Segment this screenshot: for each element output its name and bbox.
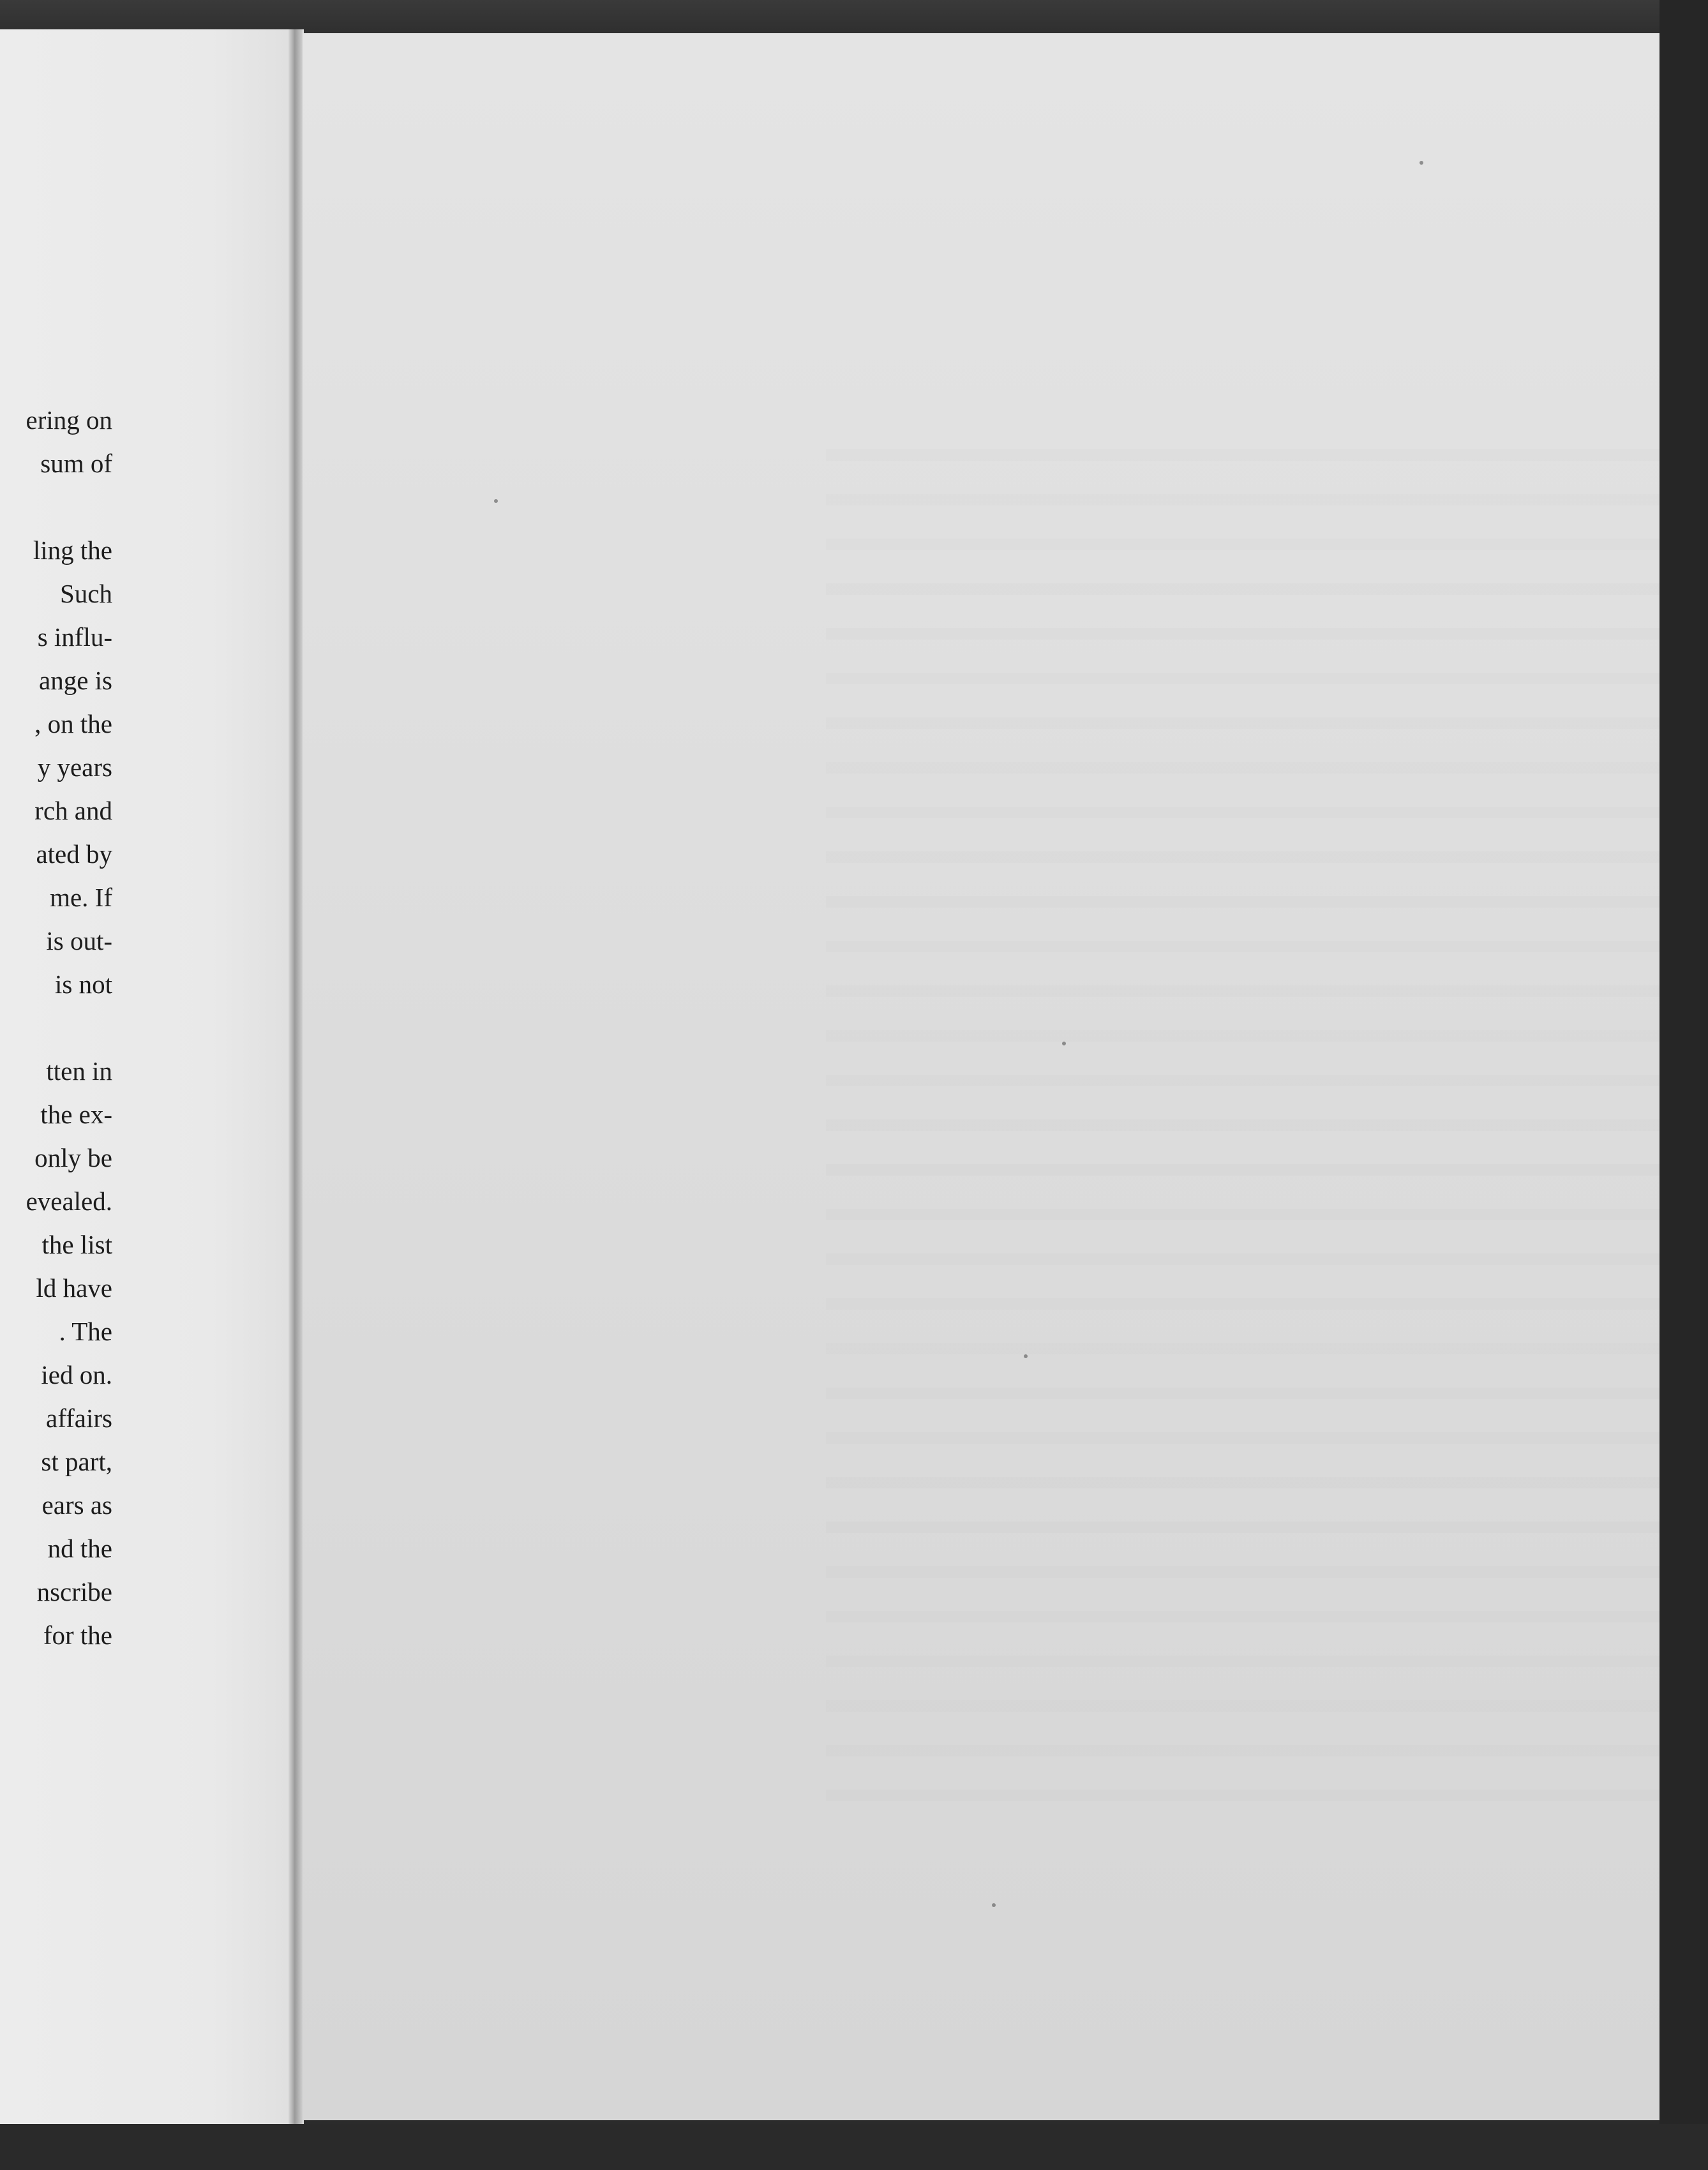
text-line: sum of — [40, 449, 112, 478]
dust-speck — [494, 499, 498, 503]
text-line: only be — [34, 1143, 112, 1172]
text-line: for the — [43, 1620, 112, 1650]
text-line: the list — [41, 1230, 112, 1259]
text-line: , on the — [34, 709, 112, 738]
text-line: Such — [60, 579, 112, 608]
text-line: the ex- — [40, 1100, 112, 1129]
left-page — [0, 29, 304, 2125]
text-line: tten in — [46, 1056, 112, 1086]
text-line: y years — [37, 752, 112, 782]
text-line: . The — [59, 1317, 112, 1346]
film-border-right — [1659, 0, 1708, 2170]
film-border-top — [0, 0, 1708, 33]
text-line: rch and — [34, 796, 112, 825]
dust-speck — [992, 1903, 996, 1907]
text-line: is out- — [46, 926, 112, 955]
text-line: affairs — [46, 1403, 112, 1433]
text-line: ied on. — [41, 1360, 112, 1389]
text-line: st part, — [41, 1447, 112, 1476]
left-page-text — [0, 398, 112, 1657]
text-line: ering on — [26, 405, 112, 435]
text-line: s influ- — [37, 622, 112, 652]
text-line: ling the — [33, 535, 112, 565]
text-line: ears as — [41, 1490, 112, 1520]
show-through-texture — [826, 416, 1708, 1820]
text-line: evealed. — [26, 1186, 112, 1216]
page-gutter — [288, 29, 303, 2125]
text-line: me. If — [50, 883, 112, 912]
text-line: ange is — [39, 666, 112, 695]
dust-speck — [1062, 1042, 1066, 1045]
text-line: nscribe — [36, 1577, 112, 1606]
dust-speck — [1024, 1354, 1028, 1358]
film-border-bottom — [0, 2124, 1708, 2170]
text-line: nd the — [47, 1534, 112, 1563]
text-line: ated by — [36, 839, 112, 869]
right-page-blank — [303, 33, 1684, 2120]
dust-speck — [1420, 161, 1423, 165]
text-line: ld have — [36, 1273, 112, 1303]
text-line: is not — [55, 969, 112, 999]
